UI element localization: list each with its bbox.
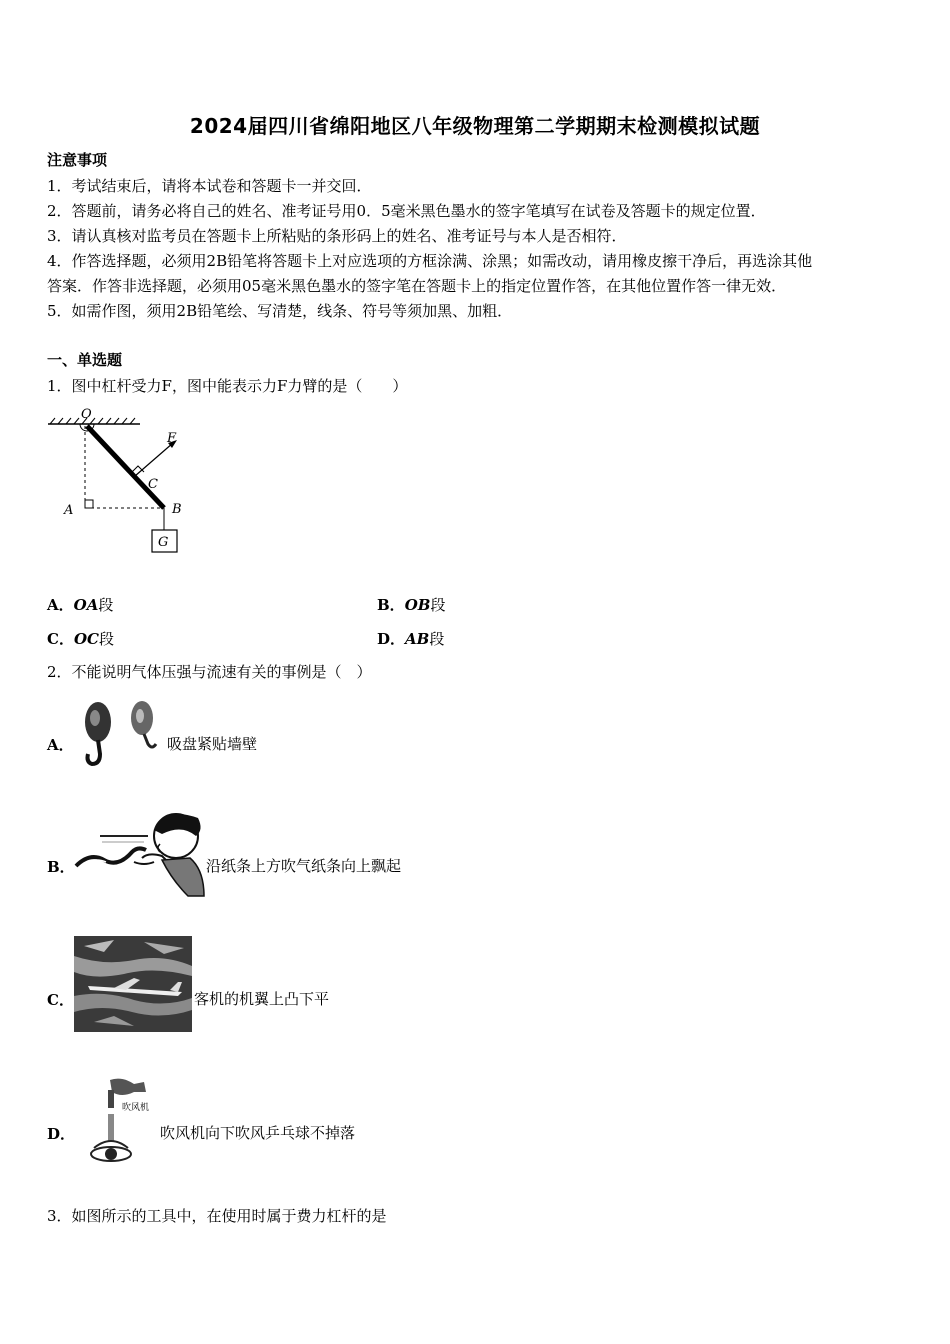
q2-option-d-text: 吹风机向下吹风乒乓球不掉落: [160, 1124, 356, 1142]
label-F: F: [167, 431, 177, 446]
q2-option-b-letter: B．: [47, 858, 75, 876]
q1-option-c: [47, 628, 114, 649]
q2-option-a-text: 吸盘紧贴墙壁: [167, 735, 258, 753]
lever-diagram: [40, 402, 200, 562]
q1-option-d: [377, 628, 444, 649]
suction-cup-hook-image: [78, 698, 166, 770]
option-suffix: 段: [98, 596, 114, 614]
airplane-photo: [74, 936, 192, 1032]
dryer-label: 吹风机: [122, 1103, 150, 1113]
option-suffix: 段: [430, 596, 446, 614]
section-heading: 一、单选题: [47, 351, 123, 369]
notice-item: 2．答题前，请务必将自己的姓名、准考证号用0．5毫米黑色墨水的签字笔填写在试卷及答题卡的规定位置．: [47, 202, 766, 220]
boy-blowing-paper-image: [72, 800, 208, 900]
label-A: A: [64, 503, 74, 518]
notice-item: 4．作答选择题，必须用2B铅笔将答题卡上对应选项的方框涂满、涂黑；如需改动，请用橡皮擦干净后，再选涂其他: [47, 252, 813, 270]
option-letter: C．: [47, 630, 74, 648]
question-3-stem: 3．如图所示的工具中，在使用时属于费力杠杆的是: [47, 1207, 387, 1225]
notice-item: 答案．作答非选择题，必须用05毫米黑色墨水的签字笔在答题卡上的指定位置作答，在其他位置作答一律无效．: [47, 277, 787, 295]
q2-option-c-text: 客机的机翼上凸下平: [194, 990, 330, 1008]
option-suffix: 段: [98, 630, 114, 648]
label-G: G: [158, 535, 169, 550]
question-1-stem: 1．图中杠杆受力F，图中能表示力F力臂的是（ ）: [47, 377, 408, 395]
option-segment: OB: [404, 596, 431, 614]
label-O: O: [81, 407, 92, 422]
q1-option-b: [377, 594, 445, 615]
option-segment: OA: [73, 596, 99, 614]
option-segment: OC: [73, 630, 99, 648]
q2-option-c-letter: C．: [47, 991, 74, 1009]
option-segment: AB: [405, 630, 430, 648]
q1-option-a: [47, 594, 113, 615]
page-title: 2024届四川省绵阳地区八年级物理第二学期期末检测模拟试题: [189, 114, 761, 138]
label-B: B: [172, 502, 182, 517]
option-letter: B．: [377, 596, 405, 614]
label-C: C: [148, 477, 158, 492]
question-2-stem: 2．不能说明气体压强与流速有关的事例是（ ）: [47, 663, 372, 681]
notice-item: 3．请认真核对监考员在答题卡上所粘贴的条形码上的姓名、准考证号与本人是否相符．: [47, 227, 627, 245]
notice-heading: 注意事项: [47, 151, 108, 169]
q2-option-d-letter: D．: [47, 1125, 76, 1143]
option-letter: D．: [377, 630, 406, 648]
option-suffix: 段: [429, 630, 445, 648]
notice-item: 1．考试结束后，请将本试卷和答题卡一并交回．: [47, 177, 372, 195]
hair-dryer-pingpong-image: [84, 1074, 164, 1166]
q2-option-a-letter: A．: [47, 736, 74, 754]
option-letter: A．: [47, 596, 74, 614]
q2-option-b-text: 沿纸条上方吹气纸条向上飘起: [206, 857, 402, 875]
notice-item: 5．如需作图，须用2B铅笔绘、写清楚，线条、符号等须加黑、加粗．: [47, 302, 513, 320]
